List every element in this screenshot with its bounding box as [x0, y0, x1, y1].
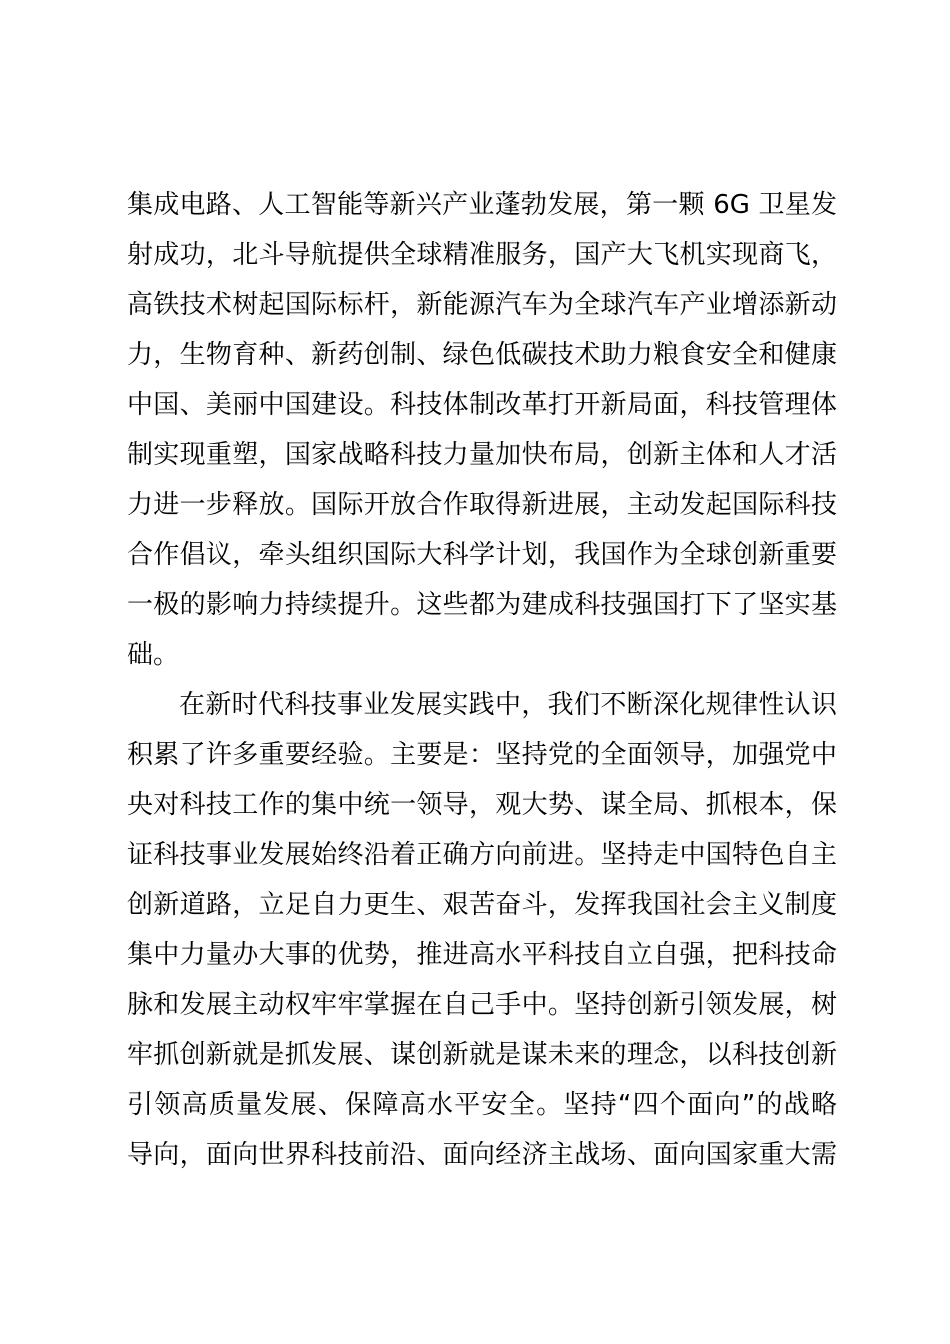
text-line: 制实现重塑，国家战略科技力量加快布局，创新主体和人才活 [127, 440, 837, 470]
text-line: 积累了许多重要经验。主要是：坚持党的全面领导，加强党中 [127, 740, 837, 770]
text-line: 创新道路，立足自力更生、艰苦奋斗，发挥我国社会主义制度 [127, 890, 837, 920]
text-line: 一极的影响力持续提升。这些都为建成科技强国打下了坚实基 [127, 590, 837, 620]
text-line: 高铁技术树起国际标杆，新能源汽车为全球汽车产业增添新动 [127, 290, 837, 320]
document-body [127, 180, 837, 1180]
text-line: 合作倡议，牵头组织国际大科学计划，我国作为全球创新重要 [127, 540, 837, 570]
text-line: 脉和发展主动权牢牢掌握在自己手中。坚持创新引领发展，树 [127, 990, 837, 1020]
text-line: 中国、美丽中国建设。科技体制改革打开新局面，科技管理体 [127, 390, 837, 420]
text-line: 牢抓创新就是抓发展、谋创新就是谋未来的理念，以科技创新 [127, 1040, 837, 1070]
text-line: 证科技事业发展始终沿着正确方向前进。坚持走中国特色自主 [127, 840, 837, 870]
text-line: 集成电路、人工智能等新兴产业蓬勃发展，第一颗 6G 卫星发 [127, 190, 837, 220]
text-line: 射成功，北斗导航提供全球精准服务，国产大飞机实现商飞， [127, 240, 837, 270]
text-line: 导向，面向世界科技前沿、面向经济主战场、面向国家重大需 [127, 1140, 837, 1170]
text-line: 力，生物育种、新药创制、绿色低碳技术助力粮食安全和健康 [127, 340, 837, 370]
paragraph-1 [127, 180, 837, 680]
paragraph-2 [127, 680, 837, 1180]
text-line: 集中力量办大事的优势，推进高水平科技自立自强，把科技命 [127, 940, 837, 970]
text-line: 央对科技工作的集中统一领导，观大势、谋全局、抓根本，保 [127, 790, 837, 820]
text-line: 引领高质量发展、保障高水平安全。坚持“四个面向”的战略 [127, 1090, 837, 1120]
text-line: 础。 [127, 640, 180, 670]
text-line: 力进一步释放。国际开放合作取得新进展，主动发起国际科技 [127, 490, 837, 520]
text-line: 在新时代科技事业发展实践中，我们不断深化规律性认识 [179, 690, 837, 720]
